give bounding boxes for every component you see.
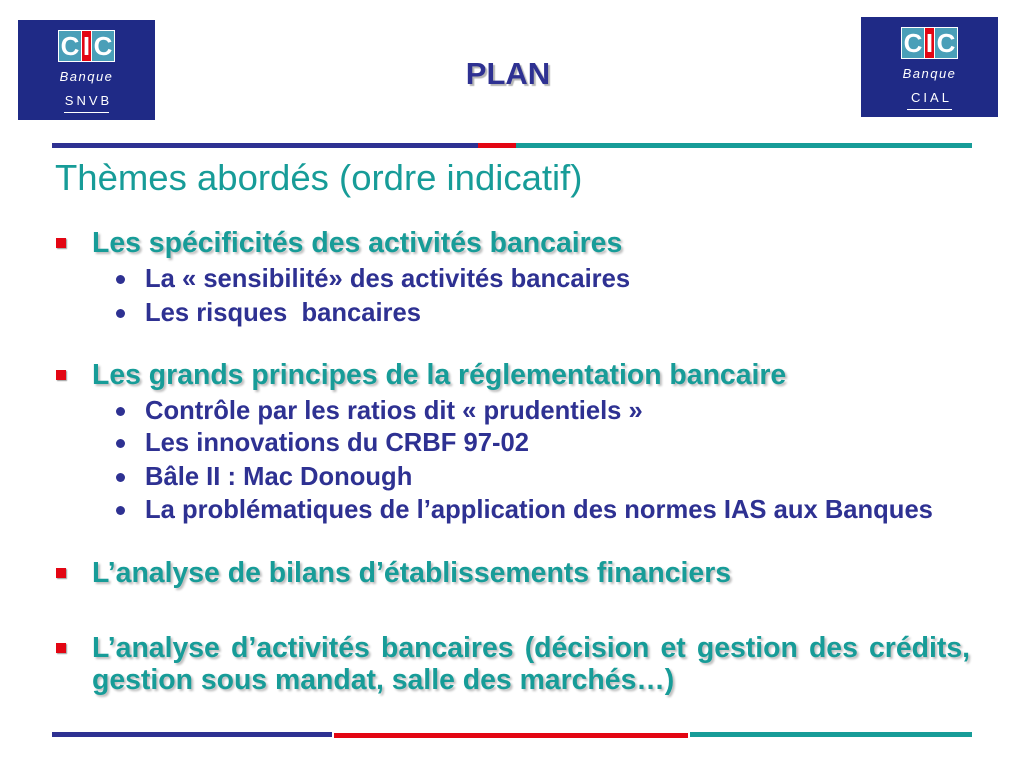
section-item: Les innovations du CRBF 97-02 (145, 429, 529, 457)
bottom-rule-navy-segment (52, 732, 332, 737)
logo-underline (907, 109, 952, 110)
section-title: L’analyse d’activités bancaires (décision et gestion des crédits, gestion sous mandat, salle des marchés…) (92, 632, 970, 696)
slide-title: PLAN (465, 56, 551, 91)
logo-tagline: Banque (59, 69, 114, 84)
cic-letter-c: C (901, 27, 925, 59)
cic-banque-snvb-logo (18, 20, 155, 120)
logo-bank-name: SNVB (64, 93, 113, 108)
logo-underline (64, 112, 109, 113)
slide-heading: Thèmes abordés (ordre indicatif) (55, 157, 583, 198)
red-square-bullet-icon (56, 568, 66, 578)
top-rule-navy-segment (52, 143, 478, 148)
section-item: La « sensibilité» des activités bancaires (145, 265, 631, 293)
cic-logo-mark (861, 27, 998, 59)
cic-logo-mark (18, 30, 155, 62)
top-rule-teal-segment (516, 143, 972, 148)
navy-dot-bullet-icon (116, 439, 125, 448)
cic-letter-i: I (82, 31, 91, 61)
red-square-bullet-icon (56, 238, 66, 248)
cic-letter-c: C (934, 27, 958, 59)
navy-dot-bullet-icon (116, 275, 125, 284)
section-item: La problématiques de l’application des normes IAS aux Banques (145, 496, 933, 524)
section-title: L’analyse de bilans d’établissements financiers (92, 557, 732, 589)
navy-dot-bullet-icon (116, 309, 125, 318)
top-rule-red-segment (478, 143, 516, 148)
cic-letter-i: I (925, 28, 934, 58)
cic-letter-c: C (91, 30, 115, 62)
navy-dot-bullet-icon (116, 506, 125, 515)
section-item: Bâle II : Mac Donough (145, 463, 413, 491)
logo-tagline: Banque (902, 66, 957, 81)
section-item: Les risques bancaires (145, 299, 421, 327)
bottom-rule-teal-segment (690, 732, 972, 737)
section-title: Les spécificités des activités bancaires (92, 227, 623, 259)
section-item: Contrôle par les ratios dit « prudentiels » (145, 397, 643, 425)
navy-dot-bullet-icon (116, 473, 125, 482)
red-square-bullet-icon (56, 370, 66, 380)
cic-banque-cial-logo (861, 17, 998, 117)
red-square-bullet-icon (56, 643, 66, 653)
navy-dot-bullet-icon (116, 407, 125, 416)
bottom-rule-red-segment (334, 733, 688, 738)
logo-bank-name: CIAL (911, 90, 952, 105)
cic-letter-c: C (58, 30, 82, 62)
section-title: Les grands principes de la réglementation bancaire (92, 359, 787, 391)
